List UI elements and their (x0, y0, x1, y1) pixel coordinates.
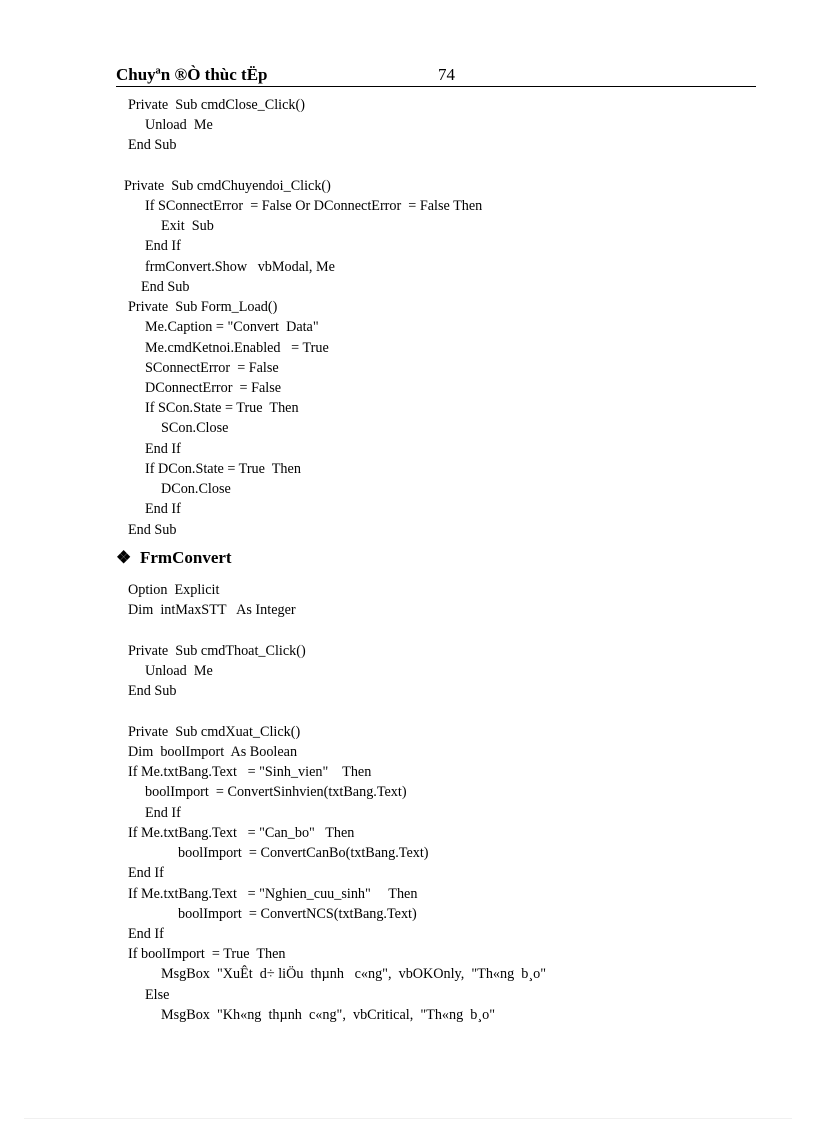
code-line: If Me.txtBang.Text = "Can_bo" Then (128, 825, 355, 841)
code-line: If Me.txtBang.Text = "Nghien_cuu_sinh" Then (128, 886, 418, 902)
code-line: Me.cmdKetnoi.Enabled = True (145, 340, 329, 356)
page-bottom-rule (24, 1118, 792, 1119)
code-line: If boolImport = True Then (128, 946, 286, 962)
code-line: End Sub (128, 137, 177, 153)
page-number: 74 (438, 65, 455, 84)
code-line: End If (145, 805, 181, 821)
code-line: boolImport = ConvertCanBo(txtBang.Text) (178, 845, 429, 861)
code-line: Private Sub Form_Load() (128, 299, 278, 315)
code-line: End If (128, 865, 164, 881)
code-line: Private Sub cmdChuyendoi_Click() (124, 178, 331, 194)
section-heading (116, 548, 232, 568)
code-line: If SConnectError = False Or DConnectError = False Then (145, 198, 483, 214)
code-line: boolImport = ConvertNCS(txtBang.Text) (178, 906, 417, 922)
code-line: Private Sub cmdClose_Click() (128, 97, 305, 113)
code-line: SCon.Close (161, 420, 229, 436)
code-line: Private Sub cmdThoat_Click() (128, 643, 306, 659)
code-line: DCon.Close (161, 481, 231, 497)
code-line: MsgBox "Kh«ng thµnh c«ng", vbCritical, "Th«ng b¸o" (161, 1007, 495, 1023)
code-line: If DCon.State = True Then (145, 461, 301, 477)
code-line: Dim boolImport As Boolean (128, 744, 298, 760)
code-line: If SCon.State = True Then (145, 400, 299, 416)
code-line: MsgBox "XuÊt d÷ liÖu thµnh c«ng", vbOKOnly, "Th«ng b¸o" (161, 966, 547, 982)
code-line: Unload Me (145, 117, 213, 133)
code-line: End If (145, 238, 181, 254)
diamond-bullet-icon: ❖ (116, 548, 132, 567)
code-line: Option Explicit (128, 582, 220, 598)
code-line: End If (128, 926, 164, 942)
code-line: SConnectError = False (145, 360, 279, 376)
code-line: End Sub (141, 279, 190, 295)
code-line: Private Sub cmdXuat_Click() (128, 724, 301, 740)
code-line: End Sub (128, 683, 177, 699)
code-line: Exit Sub (161, 218, 214, 234)
code-line: If Me.txtBang.Text = "Sinh_vien" Then (128, 764, 372, 780)
header-title: Chuyªn ®Ò thùc tËp (116, 65, 268, 84)
code-line: DConnectError = False (145, 380, 282, 396)
section-title: FrmConvert (140, 548, 232, 567)
code-line: Else (145, 987, 170, 1003)
code-line: Dim intMaxSTT As Integer (128, 602, 296, 618)
code-line: End If (145, 501, 181, 517)
code-line: frmConvert.Show vbModal, Me (145, 259, 335, 275)
code-line: End Sub (128, 522, 177, 538)
code-line: End If (145, 441, 181, 457)
page-header (116, 64, 756, 87)
code-line: Me.Caption = "Convert Data" (145, 319, 319, 335)
code-line: Unload Me (145, 663, 213, 679)
code-line: boolImport = ConvertSinhvien(txtBang.Text) (145, 784, 407, 800)
